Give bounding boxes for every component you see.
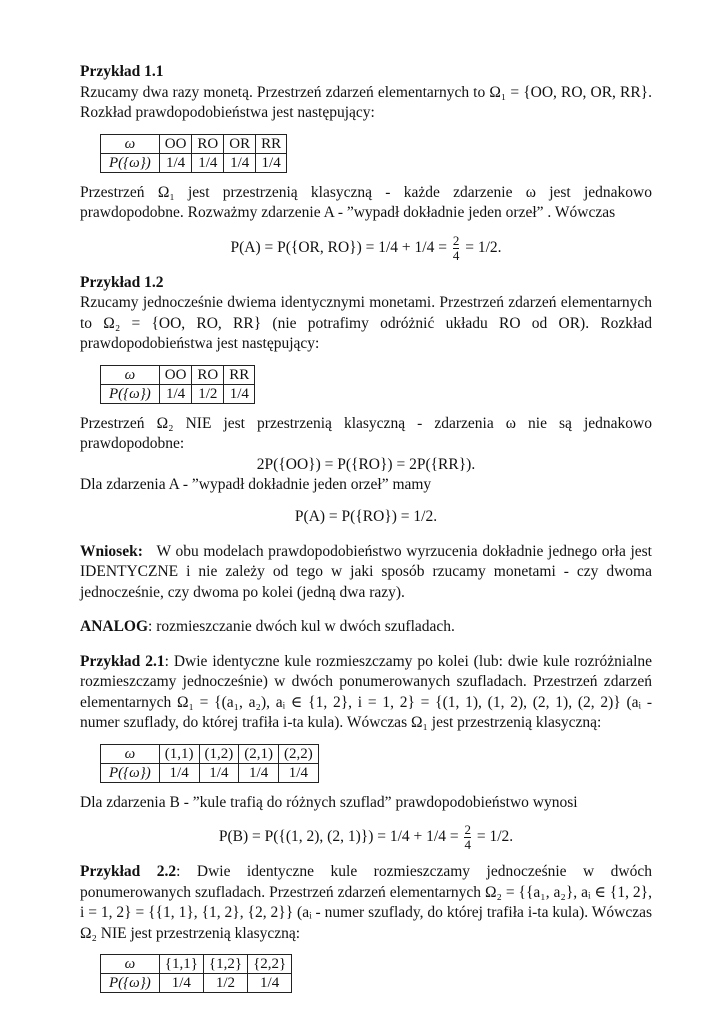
analog-paragraph bbox=[80, 617, 652, 638]
table-cell: 1/4 bbox=[159, 384, 192, 403]
table-cell: 1/2 bbox=[192, 384, 224, 403]
formula-right: = 1/2. bbox=[476, 828, 514, 846]
table-header-row bbox=[101, 744, 319, 763]
table-cell: 1/4 bbox=[159, 153, 192, 172]
table-cell: 1/4 bbox=[256, 153, 287, 172]
example-1-2-formula-1: 2P({OO}) = P({RO}) = 2P({RR}). bbox=[256, 455, 476, 473]
table-cell: 1/4 bbox=[192, 153, 224, 172]
table-cell: P({ω}) bbox=[101, 763, 160, 782]
fraction-numerator: 2 bbox=[452, 232, 460, 248]
table-cell: 1/4 bbox=[159, 974, 203, 993]
table-header-row bbox=[101, 134, 287, 153]
example-2-1-table bbox=[100, 744, 319, 783]
table-cell: 1/4 bbox=[159, 763, 199, 782]
table-header-row bbox=[101, 365, 255, 384]
table-row bbox=[101, 384, 255, 403]
table-cell: 1/4 bbox=[224, 153, 256, 172]
example-1-1-title: Przykład 1.1 bbox=[80, 63, 164, 80]
table-cell: (1,1) bbox=[159, 744, 199, 763]
table-cell: {1,1} bbox=[159, 955, 203, 974]
document-page bbox=[80, 62, 652, 1003]
formula-left: P(A) = P({OR, RO}) = 1/4 + 1/4 = bbox=[230, 238, 447, 256]
example-1-2-text-2: Dla zdarzenia A - ”wypadł dokładnie jeden orzeł” mamy bbox=[80, 476, 432, 493]
example-2-2-paragraph bbox=[80, 862, 652, 944]
example-1-1-formula bbox=[80, 234, 652, 263]
table-cell: (2,1) bbox=[239, 744, 279, 763]
example-2-2-intro: : Dwie identyczne kule rozmieszczamy jednocześnie w dwóch ponumerowanych szufladach. Przestrzeń zdarzeń elementarnych Ω₂ = {{a₁, a₂}, aᵢ ∈ {1, 2}, i = 1, 2} = {{1, 1}, {1, 2}, {2, 2}} (aᵢ - numer szuflady, do której trafiła i-ta kula). Wówczas Ω₂ NIE jest przestrzenią klasyczną: bbox=[80, 863, 652, 942]
table-cell: ω bbox=[101, 134, 160, 153]
fraction-denominator: 4 bbox=[464, 837, 471, 852]
conclusion-text: W obu modelach prawdopodobieństwo wyrzucenia dokładnie jednego orła jest IDENTYCZNE i nie zależy od tego w jaki sposób rzucamy monetami - czy dwoma jednocześnie, czy dwoma po kolei (jedną dwa razy). bbox=[80, 542, 652, 601]
table-cell: RO bbox=[192, 365, 224, 384]
table-cell: 1/4 bbox=[224, 384, 255, 403]
table-cell: RO bbox=[192, 134, 224, 153]
table-header-row bbox=[101, 955, 292, 974]
example-2-1-paragraph bbox=[80, 652, 652, 734]
example-2-1-intro: : Dwie identyczne kule rozmieszczamy po kolei (lub: dwie kule rozróżnialne rozmieszczamy jednocześnie) w dwóch ponumerowanych szufladach. Przestrzeń zdarzeń elementarnych Ω₁ = {(a₁, a₂), aᵢ ∈ {1, 2}, i = 1, 2} = {(1, 1), (1, 2), (2, 1), (2, 2)} (aᵢ - numer szuflady, do której trafiła i-ta kula). Wówczas Ω₁ jest przestrzenią klasyczną: bbox=[80, 652, 653, 731]
example-1-1-table bbox=[100, 134, 287, 173]
table-cell: RR bbox=[256, 134, 287, 153]
example-2-1-title: Przykład 2.1 bbox=[80, 652, 165, 670]
example-1-2-table bbox=[100, 365, 255, 404]
table-cell: OO bbox=[159, 365, 192, 384]
conclusion-paragraph bbox=[80, 542, 652, 604]
fraction bbox=[453, 234, 460, 263]
formula-left: P(B) = P({(1, 2), (2, 1)}) = 1/4 + 1/4 = bbox=[218, 828, 459, 846]
table-cell: OO bbox=[159, 134, 192, 153]
table-cell: ω bbox=[101, 744, 160, 763]
table-cell: P({ω}) bbox=[101, 153, 160, 172]
fraction-denominator: 4 bbox=[452, 247, 460, 263]
example-1-1-text: Przestrzeń Ω₁ jest przestrzenią klasyczną - każde zdarzenie ω jest jednakowo prawdopodobne. Rozważmy zdarzenie A - ”wypadł dokładnie jeden orzeł” . Wówczas bbox=[80, 183, 652, 221]
table-cell: P({ω}) bbox=[101, 974, 160, 993]
example-2-1-text: Dla zdarzenia B - ”kule trafią do różnych szuflad” prawdopodobieństwo wynosi bbox=[80, 793, 578, 811]
table-cell: OR bbox=[224, 134, 256, 153]
analog-text: : rozmieszczanie dwóch kul w dwóch szufladach. bbox=[148, 618, 455, 635]
example-1-1-intro: Rzucamy dwa razy monetą. Przestrzeń zdarzeń elementarnych to Ω₁ = {OO, RO, OR, RR}. Rozkład prawdopodobieństwa jest następujący: bbox=[80, 83, 652, 121]
example-2-1-formula bbox=[80, 823, 652, 852]
table-row bbox=[101, 974, 292, 993]
table-cell: (1,2) bbox=[199, 744, 239, 763]
table-cell: {1,2} bbox=[203, 955, 247, 974]
example-1-2-title: Przykład 1.2 bbox=[80, 273, 164, 291]
fraction bbox=[464, 823, 471, 852]
table-cell: 1/4 bbox=[199, 763, 239, 782]
example-1-2-text: Przestrzeń Ω₂ NIE jest przestrzenią klasyczną - zdarzenia ω nie są jednakowo prawdopodobne: bbox=[80, 414, 652, 452]
table-cell: RR bbox=[224, 365, 255, 384]
analog-label: ANALOG bbox=[80, 618, 149, 635]
table-cell: 1/4 bbox=[248, 974, 292, 993]
fraction-numerator: 2 bbox=[464, 822, 471, 837]
table-cell: {2,2} bbox=[248, 955, 292, 974]
table-cell: 1/4 bbox=[279, 763, 319, 782]
table-cell: P({ω}) bbox=[101, 384, 160, 403]
table-cell: 1/4 bbox=[239, 763, 279, 782]
table-row bbox=[101, 153, 287, 172]
formula-right: = 1/2. bbox=[465, 238, 502, 256]
example-2-2-table bbox=[100, 954, 292, 993]
table-cell: ω bbox=[101, 365, 160, 384]
table-cell: ω bbox=[101, 955, 160, 974]
example-2-2-title: Przykład 2.2 bbox=[80, 863, 177, 880]
table-cell: (2,2) bbox=[279, 744, 319, 763]
example-1-2-intro: Rzucamy jednocześnie dwiema identycznymi monetami. Przestrzeń zdarzeń elementarnych to Ω₂ = {OO, RO, RR} (nie potrafimy odróżnić układu RO od OR). Rozkład prawdopodobieństwa jest następujący: bbox=[80, 294, 652, 352]
table-row bbox=[101, 763, 319, 782]
conclusion-label: Wniosek: bbox=[80, 542, 143, 560]
table-cell: 1/2 bbox=[203, 974, 247, 993]
example-1-2-formula-2: P(A) = P({RO}) = 1/2. bbox=[294, 507, 438, 525]
